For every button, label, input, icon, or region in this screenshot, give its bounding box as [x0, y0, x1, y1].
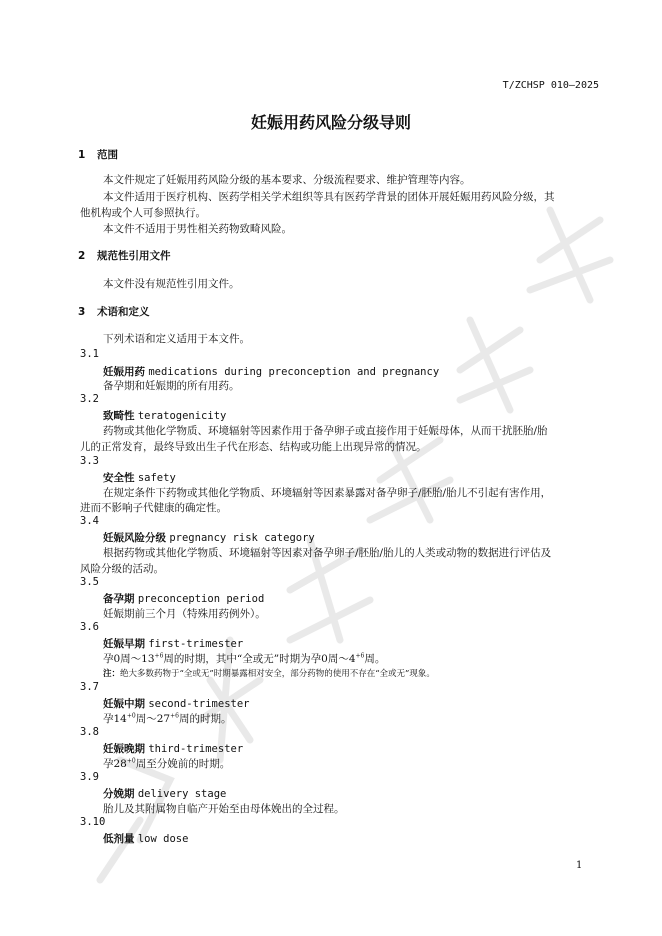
term-en: safety	[137, 472, 176, 484]
section-title: 规范性引用文件	[97, 250, 171, 262]
superscript: +6	[154, 652, 164, 660]
term-heading	[103, 831, 188, 846]
term-definition: 药物或其他化学物质、环境辐射等因素作用于备孕卵子或直接作用于妊娠母体，从而干扰胚胎/胎	[103, 425, 548, 437]
term-zh: 妊娠晚期	[103, 743, 145, 755]
term-heading	[103, 470, 176, 485]
term-definition: 妊娠期前三个月（特殊用药例外）。	[103, 608, 266, 620]
text-run: 孕14	[103, 713, 127, 725]
term-number: 3.6	[80, 621, 99, 633]
term-number: 3.1	[80, 348, 99, 360]
term-en: third-trimester	[148, 743, 244, 755]
term-en: preconception period	[137, 593, 265, 605]
section-heading	[78, 304, 150, 319]
text-run: 孕28	[103, 758, 127, 770]
term-zh: 致畸性	[103, 410, 135, 422]
text-run: 周至分娩前的时期。	[135, 758, 231, 770]
term-number: 3.7	[80, 681, 99, 693]
term-zh: 妊娠风险分级	[103, 532, 166, 544]
section-title: 术语和定义	[97, 306, 150, 318]
term-en: medications during preconception and pregnancy	[148, 366, 440, 378]
term-heading	[103, 636, 243, 651]
text-run: 周～27	[135, 713, 171, 725]
term-number: 3.8	[80, 726, 99, 738]
term-definition	[103, 711, 231, 726]
term-en: delivery stage	[137, 788, 227, 800]
section-number: 1	[78, 149, 86, 161]
term-number: 3.4	[80, 515, 99, 527]
term-definition	[103, 651, 385, 666]
paragraph: 本文件规定了妊娠用药风险分级的基本要求、分级流程要求、维护管理等内容。	[103, 174, 471, 186]
term-en: pregnancy risk category	[169, 532, 315, 544]
text-run: 孕0周～13	[103, 653, 155, 665]
document-title: 妊娠用药风险分级导则	[250, 113, 411, 132]
term-heading	[103, 530, 315, 545]
term-heading	[103, 786, 226, 801]
term-heading	[103, 741, 243, 756]
term-zh: 安全性	[103, 472, 135, 484]
superscript: +0	[126, 757, 136, 765]
paragraph-continuation: 他机构或个人可参照执行。	[80, 207, 206, 219]
text-run: 周的时期，其中“全或无”时期为孕0周～4	[163, 653, 356, 665]
term-zh: 备孕期	[103, 593, 135, 605]
term-zh: 妊娠用药	[103, 366, 145, 378]
term-number: 3.5	[80, 576, 99, 588]
superscript: +6	[170, 712, 179, 720]
term-number: 3.10	[80, 816, 106, 828]
paragraph: 本文件不适用于男性相关药物致畸风险。	[103, 223, 292, 235]
superscript: +6	[355, 652, 365, 660]
term-number: 3.3	[80, 455, 99, 467]
term-definition-continuation: 风险分级的活动。	[80, 563, 164, 575]
section-heading	[78, 248, 171, 263]
term-en: low dose	[137, 833, 189, 845]
term-zh: 妊娠早期	[103, 638, 145, 650]
term-en: second-trimester	[148, 698, 250, 710]
paragraph: 本文件没有规范性引用文件。	[103, 278, 240, 290]
term-en: teratogenicity	[137, 410, 227, 422]
term-number: 3.9	[80, 771, 99, 783]
term-heading	[103, 364, 439, 379]
note	[103, 667, 435, 679]
note-label: 注：	[103, 669, 121, 679]
term-heading	[103, 591, 264, 606]
page-number: 1	[576, 860, 583, 871]
term-definition	[103, 756, 230, 771]
term-number: 3.2	[80, 393, 99, 405]
term-definition: 备孕期和妊娠期的所有用药。	[103, 380, 240, 392]
term-heading	[103, 408, 226, 423]
term-definition: 胎儿及其附属物自临产开始至由母体娩出的全过程。	[103, 803, 345, 815]
section-heading	[78, 147, 118, 162]
term-heading	[103, 696, 250, 711]
term-definition: 在规定条件下药物或其他化学物质、环境辐射等因素暴露对备孕卵子/胚胎/胎儿不引起有害作用，	[103, 487, 552, 499]
document-code: T/ZCHSP 010—2025	[502, 80, 599, 91]
note-text: 绝大多数药物于“全或无”时期暴露相对安全，部分药物的使用不存在“全或无”现象。	[120, 669, 435, 679]
paragraph: 下列术语和定义适用于本文件。	[103, 333, 250, 345]
section-number: 2	[78, 250, 86, 262]
term-definition-continuation: 进而不影响子代健康的确定性。	[80, 502, 227, 514]
term-zh: 低剂量	[103, 833, 135, 845]
paragraph: 本文件适用于医疗机构、医药学相关学术组织等具有医药学背景的团体开展妊娠用药风险分级，其	[103, 191, 555, 203]
term-definition: 根据药物或其他化学物质、环境辐射等因素对备孕卵子/胚胎/胎儿的人类或动物的数据进行评估及	[103, 547, 552, 559]
term-definition-continuation: 儿的正常发育，最终导致出生子代在形态、结构或功能上出现异常的情况。	[80, 441, 427, 453]
superscript: +0	[126, 712, 136, 720]
term-zh: 妊娠中期	[103, 698, 145, 710]
term-zh: 分娩期	[103, 788, 135, 800]
section-number: 3	[78, 306, 86, 318]
text-run: 周的时期。	[178, 713, 232, 725]
term-en: first-trimester	[148, 638, 244, 650]
text-run: 周。	[364, 653, 386, 665]
section-title: 范围	[97, 149, 118, 161]
